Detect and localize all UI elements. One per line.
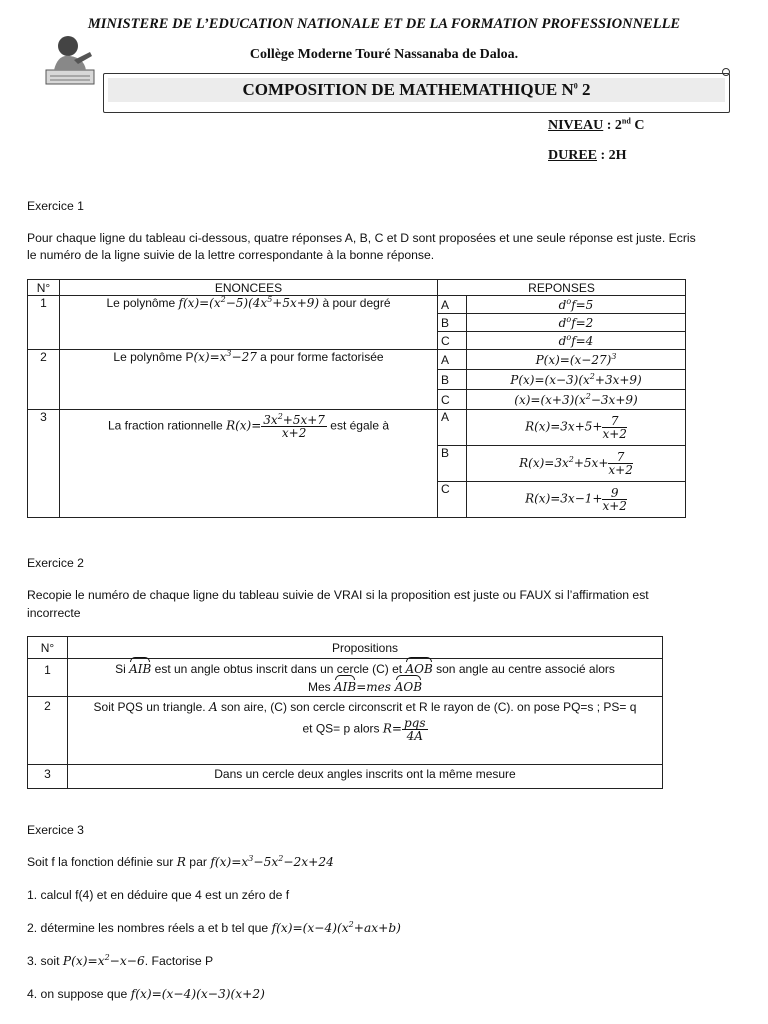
row-number: 2 [28,697,68,765]
ministry-title: MINISTERE DE L’EDUCATION NATIONALE ET DE LA FORMATION PROFESSIONNELLE [87,16,681,32]
exercise-2-instruction-1: Recopie le numéro de chaque ligne du tableau suivie de VRAI si la proposition est juste ou FAUX si l’affirmation est [27,588,649,602]
answer-letter: A [438,296,467,314]
header-reponses: REPONSES [438,280,686,296]
answer-letter: C [438,482,467,518]
title-banner [103,73,730,113]
duree-line: DUREE : 2H [548,148,627,163]
question-1: 1. calcul f(4) et en déduire que 4 est un zéro de f [27,888,290,902]
exercise-2-instruction-2: incorrecte [27,606,81,620]
exercise-1-table [27,279,686,518]
exam-title: COMPOSITION DE MATHEMATHIQUE $N^0$ 2 [242,80,591,99]
answer-1b: $d^of=2$ [467,314,686,332]
header-enoncees: ENONCEES [60,280,438,296]
exercise-1-instruction-2: le numéro de la ligne suivie de la lettre correspondante à la bonne réponse. [27,248,435,262]
answer-1a: $d^of=5$ [467,296,686,314]
answer-3c: R(x)=3x−1+ $\frac{9}{x+2}$ [467,482,686,518]
proposition-3: Dans un cercle deux angles inscrits ont la même mesure [68,765,663,789]
answer-letter: B [438,314,467,332]
header-propositions: Propositions [68,637,663,659]
exercise-1-title: Exercice 1 [27,199,84,213]
answer-2b: $P(x)=(x-3)(x^2+3x+9)$ [467,370,686,390]
exercise-2-title: Exercice 2 [27,556,84,570]
statement-1: Le polynôme $f(x)=(x^2-5)(4x^5+5x+9)$ à pour degré [60,296,438,350]
exercise-3-title: Exercice 3 [27,823,84,837]
answer-2a: $P(x)=(x-27)^3$ [467,350,686,370]
header-no: N° [28,280,60,296]
statement-3: La fraction rationnelle R(x)= $\frac{3x^2+5x+7}{x+2}$ est égale à [60,410,438,518]
college-name: Collège Moderne Touré Nassanaba de Daloa. [249,47,519,62]
row-number: 3 [28,410,60,518]
answer-letter: C [438,332,467,350]
answer-1c: $d^of=4$ [467,332,686,350]
question-4: 4. on suppose que f(x)=(x−4)(x−3)(x+2) [27,987,265,1001]
proposition-1: Si AIB est un angle obtus inscrit dans un cercle (C) et AOB son angle au centre associé alors Mes AIB=mes AOB [68,659,663,697]
row-number: 1 [28,296,60,350]
question-3: 3. soit $P(x)=x^2-x-6$. Factorise P [27,952,214,968]
niveau-line: NIVEAU : 2nd C [548,116,645,133]
question-2: 2. détermine les nombres réels a et b tel que $f(x)=(x-4)(x^2+ax+b)$ [27,919,401,935]
exercise-2-table [27,636,663,789]
answer-3a: R(x)=3x+5+ $\frac{7}{x+2}$ [467,410,686,446]
exercise-3-intro: Soit f la fonction définie sur R par $f(x)=x^3-5x^2-2x+24$ [27,853,334,869]
row-number: 2 [28,350,60,410]
answer-letter: B [438,446,467,482]
header-no: N° [28,637,68,659]
statement-2: Le polynôme $P(x)=x^3-27$ a pour forme factorisée [60,350,438,410]
answer-3b: $R(x)=3x^2+5x+$ $\frac{7}{x+2}$ [467,446,686,482]
row-number: 3 [28,765,68,789]
banner-ring [722,68,730,76]
exercise-1-instruction-1: Pour chaque ligne du tableau ci-dessous, quatre réponses A, B, C et D sont proposées et une seule réponse est juste. Ecris [27,231,696,245]
answer-letter: A [438,410,467,446]
answer-letter: C [438,390,467,410]
answer-2c: $(x)=(x+3)(x^2-3x+9)$ [467,390,686,410]
answer-letter: B [438,370,467,390]
row-number: 1 [28,659,68,697]
proposition-2: Soit PQS un triangle. A son aire, (C) son cercle circonscrit et R le rayon de (C). on pose PQ=s ; PS= q et QS= p alors R= $\frac{\text{pqs}}{4A}$ [68,697,663,765]
answer-letter: A [438,350,467,370]
